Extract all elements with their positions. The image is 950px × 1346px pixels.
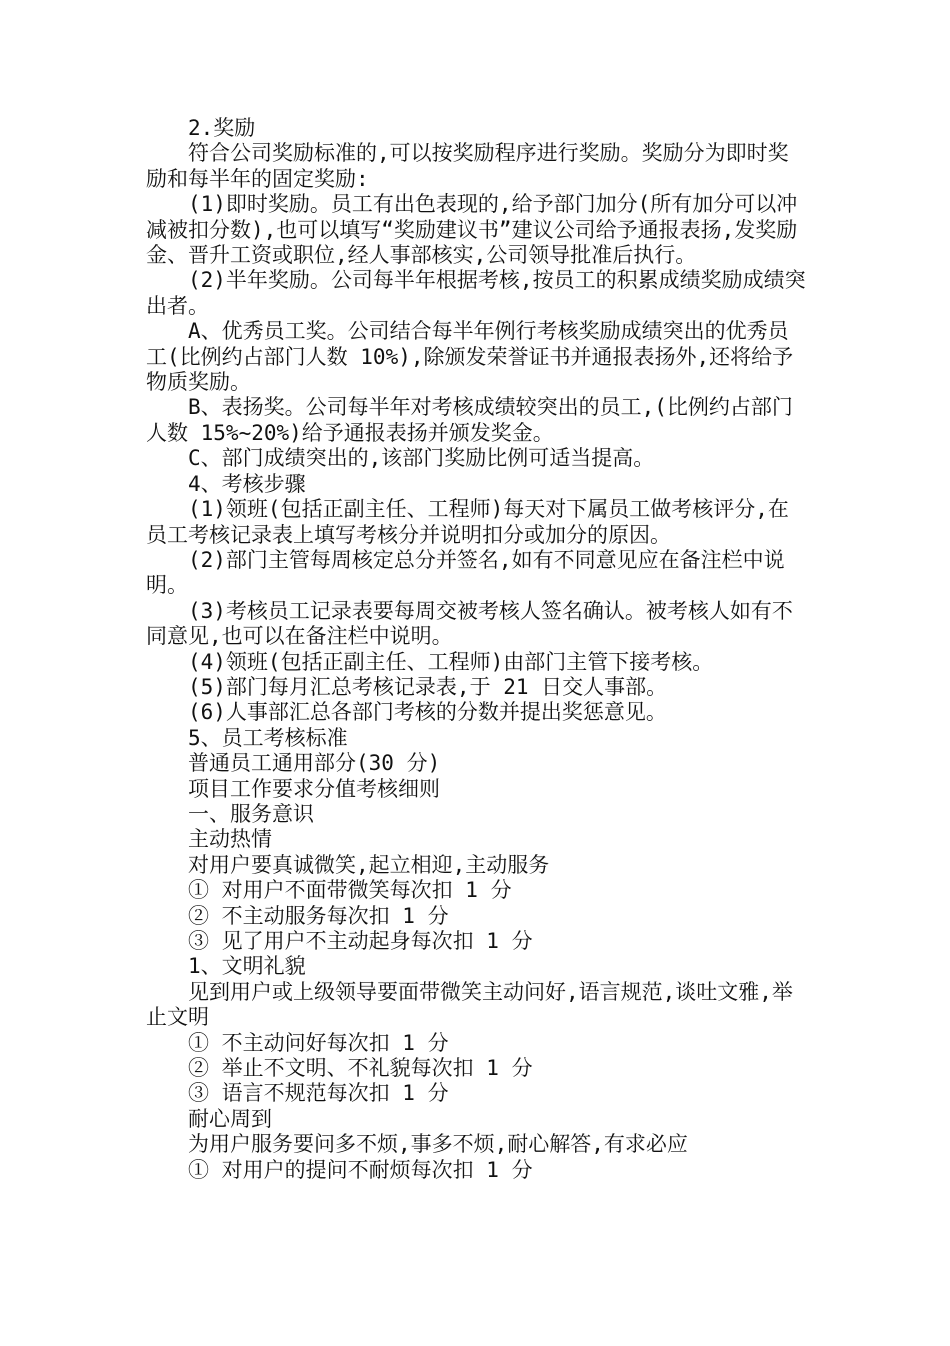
list-item: ② 不主动服务每次扣 1 分 <box>188 903 449 928</box>
section-heading-standards: 5、员工考核标准 <box>188 725 348 750</box>
list-item: ① 对用户的提问不耐烦每次扣 1 分 <box>188 1157 533 1182</box>
paragraph: 普通员工通用部分(30 分) <box>188 751 441 776</box>
paragraph: 符合公司奖励标准的,可以按奖励程序进行奖励。奖励分为即时奖励和每半年的固定奖励: <box>146 141 789 191</box>
paragraph: 为用户服务要问多不烦,事多不烦,耐心解答,有求必应 <box>188 1132 688 1157</box>
paragraph: B、表扬奖。公司每半年对考核成绩较突出的员工,(比例约占部门人数 15%~20%)给予通报表扬并颁发奖金。 <box>146 395 793 445</box>
paragraph: 主动热情 <box>188 827 272 852</box>
paragraph: (6)人事部汇总各部门考核的分数并提出奖惩意见。 <box>188 700 667 725</box>
paragraph: C、部门成绩突出的,该部门奖励比例可适当提高。 <box>188 446 655 471</box>
paragraph: (1)领班(包括正副主任、工程师)每天对下属员工做考核评分,在员工考核记录表上填写考核分并说明扣分或加分的原因。 <box>146 497 789 547</box>
paragraph: (2)部门主管每周核定总分并签名,如有不同意见应在备注栏中说明。 <box>146 547 785 598</box>
paragraph: 耐心周到 <box>188 1106 272 1131</box>
list-item: ① 不主动问好每次扣 1 分 <box>188 1030 449 1055</box>
paragraph: (3)考核员工记录表要每周交被考核人签名确认。被考核人如有不同意见,也可以在备注栏中说明。 <box>146 598 793 649</box>
paragraph: 一、服务意识 <box>188 801 314 826</box>
list-item: ③ 见了用户不主动起身每次扣 1 分 <box>188 929 533 953</box>
list-item: ② 举止不文明、不礼貌每次扣 1 分 <box>188 1056 533 1081</box>
paragraph: 对用户要真诚微笑,起立相迎,主动服务 <box>188 852 550 877</box>
paragraph: 见到用户或上级领导要面带微笑主动问好,语言规范,谈吐文雅,举止文明 <box>146 979 793 1030</box>
document-body <box>146 116 806 1183</box>
list-item: ① 对用户不面带微笑每次扣 1 分 <box>188 878 512 903</box>
section-heading-steps: 4、考核步骤 <box>188 471 306 496</box>
paragraph: (5)部门每月汇总考核记录表,于 21 日交人事部。 <box>188 674 668 699</box>
paragraph: A、优秀员工奖。公司结合每半年例行考核奖励成绩突出的优秀员工(比例约占部门人数 10%),除颁发荣誉证书并通报表扬外,还将给予物质奖励。 <box>146 319 794 395</box>
paragraph: 项目工作要求分值考核细则 <box>188 776 440 801</box>
paragraph: (1)即时奖励。员工有出色表现的,给予部门加分(所有加分可以冲减被扣分数),也可以填写“奖励建议书”建议公司给予通报表扬,发奖励金、晋升工资或职位,经人事部核实,公司领导批准后执行。 <box>146 192 798 268</box>
paragraph: (2)半年奖励。公司每半年根据考核,按员工的积累成绩奖励成绩突出者。 <box>146 268 806 318</box>
section-heading-rewards: 2.奖励 <box>188 116 256 140</box>
list-item: ③ 语言不规范每次扣 1 分 <box>188 1081 449 1106</box>
paragraph: (4)领班(包括正副主任、工程师)由部门主管下接考核。 <box>188 649 714 674</box>
paragraph: 1、文明礼貌 <box>188 954 306 979</box>
